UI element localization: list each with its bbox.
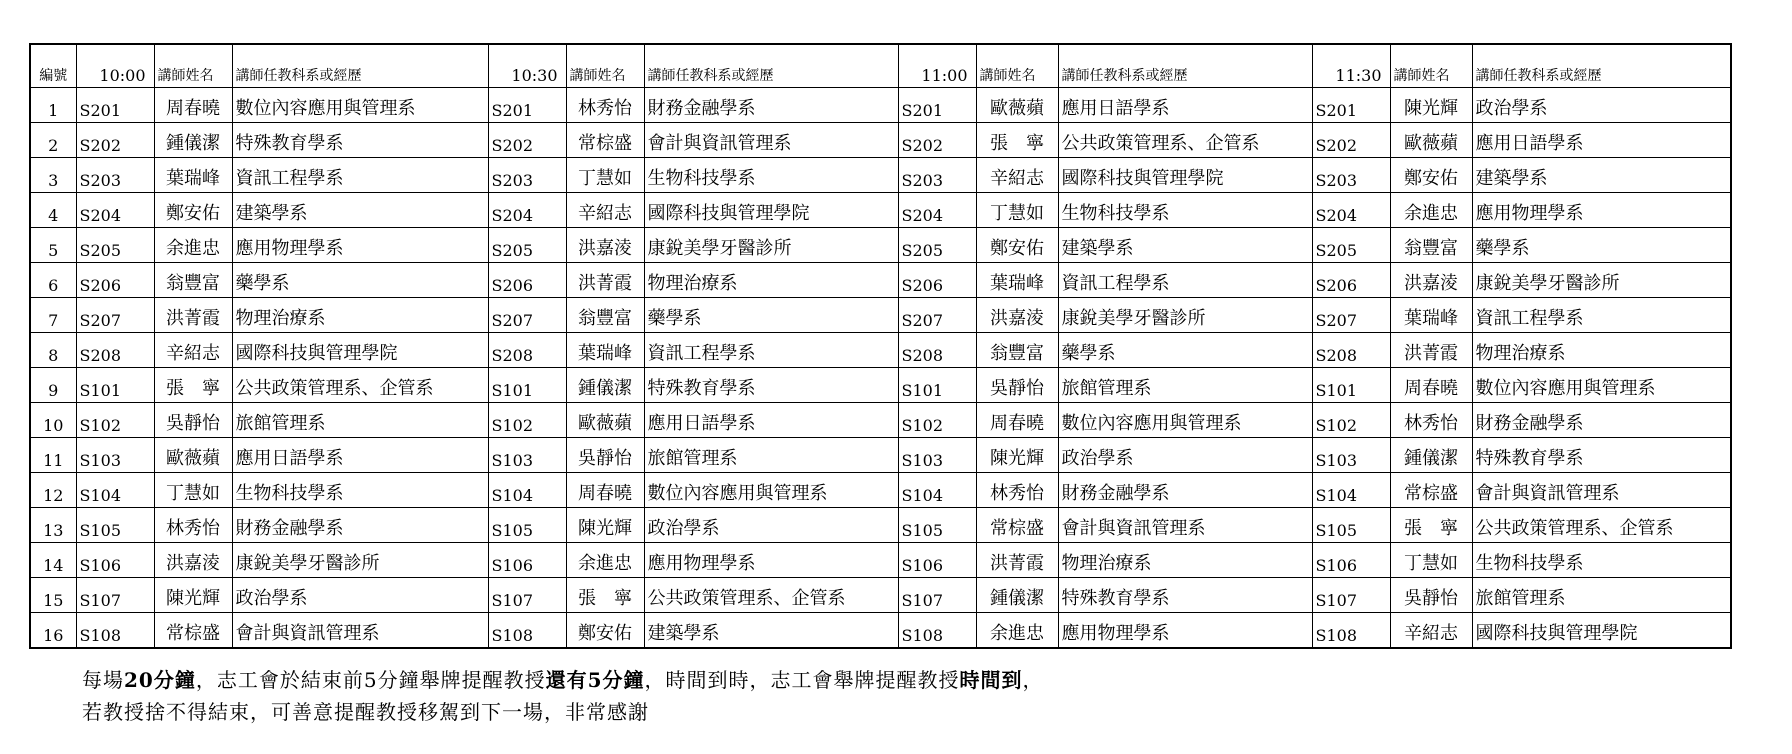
lecturer-name-cell: 鄭安佑: [154, 193, 232, 228]
lecturer-dept-cell: 建築學系: [1058, 228, 1312, 263]
lecturer-name-cell: 余進忠: [976, 613, 1058, 649]
lecturer-name-cell: 翁豐富: [566, 298, 644, 333]
table-row: [30, 263, 1731, 298]
room-cell: S203: [898, 158, 976, 193]
lecturer-name-cell: 陳光輝: [1390, 88, 1472, 123]
lecturer-name-cell: 周春曉: [566, 473, 644, 508]
room-cell: S108: [898, 613, 976, 649]
room-cell: S203: [1312, 158, 1390, 193]
room-cell: S202: [488, 123, 566, 158]
lecturer-name-cell: 周春曉: [976, 403, 1058, 438]
row-number: 15: [30, 578, 76, 613]
lecturer-name-cell: 吳靜怡: [154, 403, 232, 438]
room-cell: S204: [76, 193, 154, 228]
lecturer-dept-cell: 特殊教育學系: [1472, 438, 1731, 473]
lecturer-name-cell: 洪菁霞: [1390, 333, 1472, 368]
schedule-table: [29, 43, 1732, 649]
lecturer-dept-cell: 康銳美學牙醫診所: [644, 228, 898, 263]
table-row: [30, 438, 1731, 473]
row-number: 7: [30, 298, 76, 333]
lecturer-dept-cell: 應用物理學系: [644, 543, 898, 578]
room-cell: S104: [898, 473, 976, 508]
room-cell: S101: [1312, 368, 1390, 403]
room-cell: S106: [488, 543, 566, 578]
table-row: [30, 578, 1731, 613]
lecturer-dept-cell: 藥學系: [1472, 228, 1731, 263]
lecturer-name-cell: 辛紹志: [566, 193, 644, 228]
room-cell: S203: [76, 158, 154, 193]
row-number: 10: [30, 403, 76, 438]
note-text: 若教授捨不得結束，可善意提醒教授移駕到下一場，非常感謝: [82, 700, 649, 724]
lecturer-dept-cell: 公共政策管理系、企管系: [1472, 508, 1731, 543]
lecturer-name-cell: 歐薇蘋: [566, 403, 644, 438]
room-cell: S206: [76, 263, 154, 298]
lecturer-name-cell: 辛紹志: [976, 158, 1058, 193]
lecturer-dept-cell: 數位內容應用與管理系: [1472, 368, 1731, 403]
lecturer-dept-cell: 應用日語學系: [232, 438, 488, 473]
row-number: 11: [30, 438, 76, 473]
room-cell: S201: [76, 88, 154, 123]
room-cell: S201: [898, 88, 976, 123]
lecturer-dept-cell: 應用日語學系: [1472, 123, 1731, 158]
room-cell: S102: [76, 403, 154, 438]
lecturer-dept-cell: 物理治療系: [644, 263, 898, 298]
lecturer-name-cell: 鄭安佑: [566, 613, 644, 649]
lecturer-dept-cell: 旅館管理系: [1058, 368, 1312, 403]
room-cell: S201: [488, 88, 566, 123]
lecturer-name-cell: 葉瑞峰: [154, 158, 232, 193]
header-lecturer-name: 講師姓名: [1390, 44, 1472, 88]
lecturer-dept-cell: 特殊教育學系: [1058, 578, 1312, 613]
room-cell: S205: [898, 228, 976, 263]
row-number: 6: [30, 263, 76, 298]
room-cell: S108: [76, 613, 154, 649]
lecturer-dept-cell: 資訊工程學系: [1472, 298, 1731, 333]
lecturer-dept-cell: 財務金融學系: [1472, 403, 1731, 438]
lecturer-name-cell: 洪嘉淩: [154, 543, 232, 578]
lecturer-dept-cell: 財務金融學系: [232, 508, 488, 543]
lecturer-dept-cell: 應用日語學系: [644, 403, 898, 438]
header-time: 10:00: [76, 44, 154, 88]
lecturer-dept-cell: 旅館管理系: [232, 403, 488, 438]
room-cell: S107: [76, 578, 154, 613]
lecturer-dept-cell: 生物科技學系: [1472, 543, 1731, 578]
note-emphasis: 還有5分鐘: [545, 668, 645, 692]
lecturer-dept-cell: 政治學系: [1058, 438, 1312, 473]
room-cell: S104: [1312, 473, 1390, 508]
table-row: [30, 333, 1731, 368]
lecturer-dept-cell: 政治學系: [644, 508, 898, 543]
room-cell: S108: [488, 613, 566, 649]
room-cell: S204: [898, 193, 976, 228]
note-line-2: [82, 696, 649, 725]
lecturer-dept-cell: 會計與資訊管理系: [232, 613, 488, 649]
table-row: [30, 88, 1731, 123]
room-cell: S207: [488, 298, 566, 333]
header-lecturer-dept: 講師任教科系或經歷: [232, 44, 488, 88]
room-cell: S204: [488, 193, 566, 228]
room-cell: S105: [488, 508, 566, 543]
lecturer-dept-cell: 康銳美學牙醫診所: [1472, 263, 1731, 298]
header-lecturer-dept: 講師任教科系或經歷: [1058, 44, 1312, 88]
lecturer-dept-cell: 資訊工程學系: [644, 333, 898, 368]
lecturer-name-cell: 周春曉: [1390, 368, 1472, 403]
lecturer-name-cell: 葉瑞峰: [566, 333, 644, 368]
lecturer-name-cell: 林秀怡: [1390, 403, 1472, 438]
room-cell: S105: [76, 508, 154, 543]
lecturer-dept-cell: 應用日語學系: [1058, 88, 1312, 123]
note-line-1: [82, 664, 1044, 693]
table-row: [30, 543, 1731, 578]
room-cell: S105: [1312, 508, 1390, 543]
lecturer-dept-cell: 數位內容應用與管理系: [232, 88, 488, 123]
table-row: [30, 403, 1731, 438]
lecturer-dept-cell: 會計與資訊管理系: [1058, 508, 1312, 543]
lecturer-name-cell: 吳靜怡: [566, 438, 644, 473]
row-number: 13: [30, 508, 76, 543]
table-row: [30, 368, 1731, 403]
lecturer-name-cell: 洪嘉淩: [976, 298, 1058, 333]
row-number: 14: [30, 543, 76, 578]
lecturer-dept-cell: 建築學系: [1472, 158, 1731, 193]
lecturer-name-cell: 陳光輝: [566, 508, 644, 543]
header-number: 編號: [30, 44, 76, 88]
lecturer-name-cell: 鍾儀潔: [976, 578, 1058, 613]
lecturer-name-cell: 余進忠: [154, 228, 232, 263]
lecturer-dept-cell: 公共政策管理系、企管系: [232, 368, 488, 403]
room-cell: S104: [488, 473, 566, 508]
lecturer-dept-cell: 旅館管理系: [1472, 578, 1731, 613]
lecturer-dept-cell: 生物科技學系: [1058, 193, 1312, 228]
room-cell: S104: [76, 473, 154, 508]
note-text: 每場: [82, 668, 124, 692]
room-cell: S105: [898, 508, 976, 543]
lecturer-dept-cell: 特殊教育學系: [644, 368, 898, 403]
header-lecturer-name: 講師姓名: [976, 44, 1058, 88]
table-row: [30, 508, 1731, 543]
lecturer-name-cell: 吳靜怡: [1390, 578, 1472, 613]
lecturer-name-cell: 葉瑞峰: [1390, 298, 1472, 333]
room-cell: S101: [76, 368, 154, 403]
lecturer-name-cell: 鍾儀潔: [566, 368, 644, 403]
room-cell: S208: [76, 333, 154, 368]
header-time: 11:00: [898, 44, 976, 88]
room-cell: S103: [1312, 438, 1390, 473]
room-cell: S102: [1312, 403, 1390, 438]
lecturer-dept-cell: 數位內容應用與管理系: [644, 473, 898, 508]
lecturer-name-cell: 鍾儀潔: [1390, 438, 1472, 473]
lecturer-name-cell: 洪菁霞: [566, 263, 644, 298]
lecturer-name-cell: 歐薇蘋: [976, 88, 1058, 123]
header-lecturer-name: 講師姓名: [566, 44, 644, 88]
lecturer-name-cell: 吳靜怡: [976, 368, 1058, 403]
room-cell: S206: [898, 263, 976, 298]
header-time: 11:30: [1312, 44, 1390, 88]
row-number: 9: [30, 368, 76, 403]
lecturer-name-cell: 辛紹志: [1390, 613, 1472, 649]
row-number: 2: [30, 123, 76, 158]
table-row: [30, 298, 1731, 333]
lecturer-name-cell: 陳光輝: [976, 438, 1058, 473]
room-cell: S207: [1312, 298, 1390, 333]
lecturer-dept-cell: 數位內容應用與管理系: [1058, 403, 1312, 438]
lecturer-name-cell: 余進忠: [566, 543, 644, 578]
room-cell: S207: [898, 298, 976, 333]
lecturer-dept-cell: 物理治療系: [1058, 543, 1312, 578]
lecturer-dept-cell: 康銳美學牙醫診所: [232, 543, 488, 578]
lecturer-dept-cell: 特殊教育學系: [232, 123, 488, 158]
lecturer-name-cell: 鄭安佑: [1390, 158, 1472, 193]
lecturer-dept-cell: 應用物理學系: [1472, 193, 1731, 228]
lecturer-dept-cell: 生物科技學系: [232, 473, 488, 508]
lecturer-dept-cell: 生物科技學系: [644, 158, 898, 193]
lecturer-dept-cell: 財務金融學系: [644, 88, 898, 123]
lecturer-name-cell: 丁慧如: [566, 158, 644, 193]
lecturer-name-cell: 林秀怡: [566, 88, 644, 123]
lecturer-name-cell: 歐薇蘋: [154, 438, 232, 473]
room-cell: S208: [488, 333, 566, 368]
lecturer-dept-cell: 國際科技與管理學院: [644, 193, 898, 228]
lecturer-name-cell: 常棕盛: [976, 508, 1058, 543]
lecturer-dept-cell: 政治學系: [232, 578, 488, 613]
lecturer-name-cell: 張 寧: [566, 578, 644, 613]
row-number: 16: [30, 613, 76, 649]
lecturer-name-cell: 常棕盛: [566, 123, 644, 158]
lecturer-name-cell: 常棕盛: [154, 613, 232, 649]
lecturer-dept-cell: 藥學系: [644, 298, 898, 333]
room-cell: S208: [1312, 333, 1390, 368]
room-cell: S106: [898, 543, 976, 578]
header-lecturer-dept: 講師任教科系或經歷: [1472, 44, 1731, 88]
schedule-body: [30, 88, 1731, 649]
lecturer-name-cell: 林秀怡: [976, 473, 1058, 508]
lecturer-name-cell: 周春曉: [154, 88, 232, 123]
room-cell: S202: [1312, 123, 1390, 158]
room-cell: S201: [1312, 88, 1390, 123]
lecturer-dept-cell: 公共政策管理系、企管系: [1058, 123, 1312, 158]
lecturer-name-cell: 洪嘉淩: [566, 228, 644, 263]
lecturer-dept-cell: 物理治療系: [1472, 333, 1731, 368]
room-cell: S205: [1312, 228, 1390, 263]
table-row: [30, 193, 1731, 228]
note-emphasis: 時間到: [959, 668, 1023, 692]
lecturer-name-cell: 洪嘉淩: [1390, 263, 1472, 298]
lecturer-name-cell: 余進忠: [1390, 193, 1472, 228]
room-cell: S106: [76, 543, 154, 578]
lecturer-name-cell: 丁慧如: [976, 193, 1058, 228]
header-lecturer-dept: 講師任教科系或經歷: [644, 44, 898, 88]
note-text: ，: [1022, 668, 1044, 692]
note-text: ，志工會於結束前5分鐘舉牌提醒教授: [195, 668, 546, 692]
lecturer-name-cell: 鍾儀潔: [154, 123, 232, 158]
room-cell: S204: [1312, 193, 1390, 228]
row-number: 5: [30, 228, 76, 263]
lecturer-name-cell: 丁慧如: [154, 473, 232, 508]
room-cell: S108: [1312, 613, 1390, 649]
lecturer-name-cell: 林秀怡: [154, 508, 232, 543]
room-cell: S107: [1312, 578, 1390, 613]
table-row: [30, 228, 1731, 263]
room-cell: S202: [898, 123, 976, 158]
note-text: ，時間到時，志工會舉牌提醒教授: [644, 668, 960, 692]
row-number: 3: [30, 158, 76, 193]
room-cell: S107: [488, 578, 566, 613]
lecturer-name-cell: 陳光輝: [154, 578, 232, 613]
lecturer-dept-cell: 藥學系: [232, 263, 488, 298]
room-cell: S103: [488, 438, 566, 473]
lecturer-name-cell: 歐薇蘋: [1390, 123, 1472, 158]
lecturer-dept-cell: 建築學系: [644, 613, 898, 649]
lecturer-dept-cell: 旅館管理系: [644, 438, 898, 473]
lecturer-name-cell: 張 寧: [976, 123, 1058, 158]
header-lecturer-name: 講師姓名: [154, 44, 232, 88]
lecturer-name-cell: 洪菁霞: [154, 298, 232, 333]
room-cell: S106: [1312, 543, 1390, 578]
lecturer-dept-cell: 財務金融學系: [1058, 473, 1312, 508]
lecturer-dept-cell: 國際科技與管理學院: [1058, 158, 1312, 193]
room-cell: S205: [76, 228, 154, 263]
lecturer-dept-cell: 國際科技與管理學院: [232, 333, 488, 368]
lecturer-dept-cell: 公共政策管理系、企管系: [644, 578, 898, 613]
header-row: [30, 44, 1731, 88]
room-cell: S101: [488, 368, 566, 403]
lecturer-dept-cell: 資訊工程學系: [1058, 263, 1312, 298]
lecturer-name-cell: 張 寧: [1390, 508, 1472, 543]
row-number: 12: [30, 473, 76, 508]
lecturer-dept-cell: 藥學系: [1058, 333, 1312, 368]
room-cell: S103: [898, 438, 976, 473]
room-cell: S203: [488, 158, 566, 193]
lecturer-dept-cell: 應用物理學系: [1058, 613, 1312, 649]
lecturer-dept-cell: 會計與資訊管理系: [1472, 473, 1731, 508]
lecturer-dept-cell: 康銳美學牙醫診所: [1058, 298, 1312, 333]
note-emphasis: 20分鐘: [124, 668, 196, 692]
table-row: [30, 123, 1731, 158]
lecturer-name-cell: 翁豐富: [154, 263, 232, 298]
room-cell: S102: [488, 403, 566, 438]
room-cell: S208: [898, 333, 976, 368]
lecturer-name-cell: 鄭安佑: [976, 228, 1058, 263]
lecturer-dept-cell: 會計與資訊管理系: [644, 123, 898, 158]
lecturer-dept-cell: 政治學系: [1472, 88, 1731, 123]
row-number: 8: [30, 333, 76, 368]
table-row: [30, 158, 1731, 193]
room-cell: S202: [76, 123, 154, 158]
room-cell: S205: [488, 228, 566, 263]
lecturer-dept-cell: 資訊工程學系: [232, 158, 488, 193]
header-time: 10:30: [488, 44, 566, 88]
lecturer-name-cell: 翁豐富: [976, 333, 1058, 368]
lecturer-name-cell: 丁慧如: [1390, 543, 1472, 578]
lecturer-name-cell: 洪菁霞: [976, 543, 1058, 578]
table-row: [30, 613, 1731, 649]
room-cell: S206: [1312, 263, 1390, 298]
room-cell: S206: [488, 263, 566, 298]
room-cell: S103: [76, 438, 154, 473]
row-number: 4: [30, 193, 76, 228]
table-row: [30, 473, 1731, 508]
lecturer-name-cell: 辛紹志: [154, 333, 232, 368]
lecturer-name-cell: 葉瑞峰: [976, 263, 1058, 298]
lecturer-dept-cell: 建築學系: [232, 193, 488, 228]
lecturer-dept-cell: 物理治療系: [232, 298, 488, 333]
lecturer-name-cell: 翁豐富: [1390, 228, 1472, 263]
room-cell: S107: [898, 578, 976, 613]
room-cell: S207: [76, 298, 154, 333]
room-cell: S102: [898, 403, 976, 438]
lecturer-dept-cell: 應用物理學系: [232, 228, 488, 263]
row-number: 1: [30, 88, 76, 123]
room-cell: S101: [898, 368, 976, 403]
lecturer-name-cell: 張 寧: [154, 368, 232, 403]
lecturer-name-cell: 常棕盛: [1390, 473, 1472, 508]
lecturer-dept-cell: 國際科技與管理學院: [1472, 613, 1731, 649]
